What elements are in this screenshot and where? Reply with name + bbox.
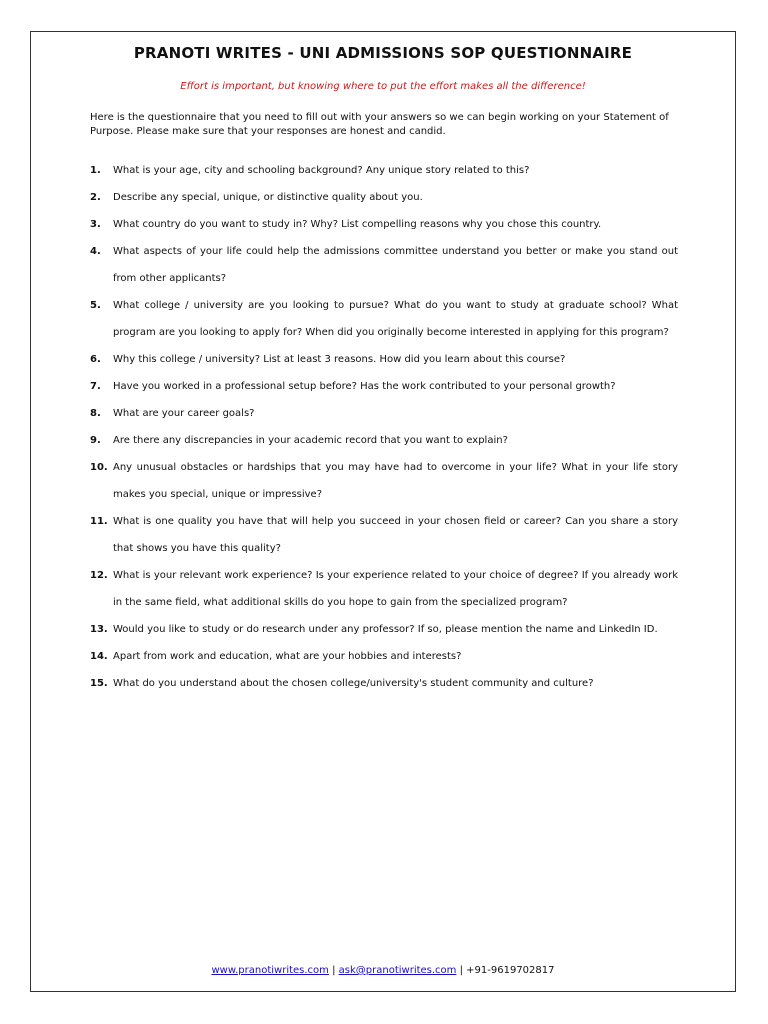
question-item-9 [90,427,678,454]
footer-separator: | [328,965,339,976]
question-number: 14. [90,651,108,662]
question-item-14 [90,643,678,670]
question-text: What are your career goals? [113,408,255,419]
question-item-4 [90,238,678,292]
question-number: 11. [90,516,108,527]
tagline: Effort is important, but knowing where to put the effort makes all the difference! [180,81,586,92]
question-item-1 [90,157,678,184]
phone-number: +91-9619702817 [466,965,555,976]
question-number: 3. [90,219,101,230]
question-text: What do you understand about the chosen college/university's student community and culture? [113,678,594,689]
question-text: Any unusual obstacles or hardships that you may have had to overcome in your life? What in your life story makes you special, unique or impressive? [113,462,678,500]
question-text: Why this college / university? List at least 3 reasons. How did you learn about this course? [113,354,566,365]
question-text: What is your age, city and schooling background? Any unique story related to this? [113,165,530,176]
question-number: 8. [90,408,101,419]
email-link[interactable]: ask@pranotiwrites.com [338,965,457,976]
question-text: What aspects of your life could help the admissions committee understand you better or make you stand out from other applicants? [113,246,678,284]
question-item-6 [90,346,678,373]
question-text: Apart from work and education, what are your hobbies and interests? [113,651,462,662]
question-number: 9. [90,435,101,446]
question-list [90,157,678,697]
question-number: 12. [90,570,108,581]
website-link[interactable]: www.pranotiwrites.com [211,965,329,976]
question-number: 7. [90,381,101,392]
footer-separator: | [456,965,467,976]
question-number: 1. [90,165,101,176]
question-item-5 [90,292,678,346]
question-text: Describe any special, unique, or distinctive quality about you. [113,192,423,203]
question-item-2 [90,184,678,211]
question-text: What is one quality you have that will help you succeed in your chosen field or career? Can you share a story that shows you have this quality? [113,516,678,554]
intro-paragraph: Here is the questionnaire that you need to fill out with your answers so we can begin working on your Statement of Purpose. Please make sure that your responses are honest and candid. [90,112,669,137]
question-number: 2. [90,192,101,203]
question-item-11 [90,508,678,562]
question-number: 13. [90,624,108,635]
question-item-15 [90,670,678,697]
document-title: PRANOTI WRITES - UNI ADMISSIONS SOP QUESTIONNAIRE [133,44,633,62]
question-item-3 [90,211,678,238]
question-item-12 [90,562,678,616]
question-text: Would you like to study or do research under any professor? If so, please mention the name and LinkedIn ID. [113,624,658,635]
question-number: 5. [90,300,101,311]
question-number: 4. [90,246,101,257]
question-item-8 [90,400,678,427]
question-text: What college / university are you looking to pursue? What do you want to study at graduate school? What program are you looking to apply for? When did you originally become interested in applying for this program? [113,300,678,338]
question-text: What is your relevant work experience? Is your experience related to your choice of degree? If you already work in the same field, what additional skills do you hope to gain from the specialized program? [113,570,678,608]
question-text: Are there any discrepancies in your academic record that you want to explain? [113,435,508,446]
question-number: 6. [90,354,101,365]
question-number: 10. [90,462,108,473]
question-item-10 [90,454,678,508]
question-text: What country do you want to study in? Why? List compelling reasons why you chose this country. [113,219,602,230]
footer [30,965,736,976]
question-item-13 [90,616,678,643]
question-text: Have you worked in a professional setup before? Has the work contributed to your personal growth? [113,381,616,392]
question-number: 15. [90,678,108,689]
question-item-7 [90,373,678,400]
